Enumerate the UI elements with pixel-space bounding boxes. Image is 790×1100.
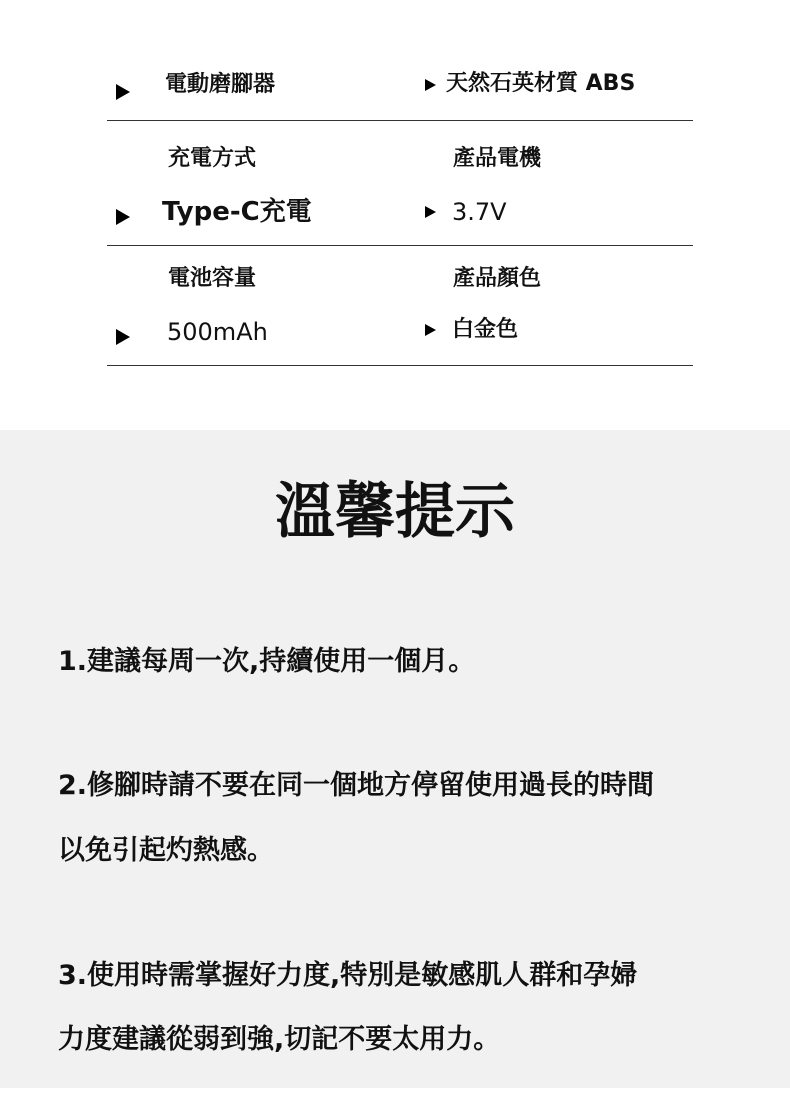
tip-2-line-2: 以免引起灼熱感。 <box>58 835 274 866</box>
tips-title: 溫馨提示 <box>275 477 515 547</box>
arrow-right-icon <box>116 84 130 100</box>
divider <box>107 120 693 121</box>
motor-label: 產品電機 <box>453 146 542 171</box>
material-value: 天然石英材質 ABS <box>446 71 636 96</box>
battery-value: 500mAh <box>167 318 268 346</box>
tips-section <box>0 430 790 1088</box>
arrow-right-icon <box>116 209 130 225</box>
arrow-right-icon <box>116 329 130 345</box>
charging-value: Type-C充電 <box>162 197 312 227</box>
tip-3-line-1: 3.使用時需掌握好力度,特別是敏感肌人群和孕婦 <box>58 960 638 991</box>
tip-3-line-2: 力度建議從弱到強,切記不要太用力。 <box>58 1024 501 1055</box>
color-label: 產品顏色 <box>453 266 542 291</box>
spec-section <box>0 0 790 430</box>
arrow-right-icon <box>425 79 436 91</box>
divider <box>107 245 693 246</box>
motor-value: 3.7V <box>452 198 507 226</box>
tip-1-line-1: 1.建議每周一次,持續使用一個月。 <box>58 646 476 677</box>
charging-label: 充電方式 <box>168 146 257 171</box>
color-value: 白金色 <box>452 317 519 342</box>
product-name: 電動磨腳器 <box>165 72 276 97</box>
divider <box>107 365 693 366</box>
battery-label: 電池容量 <box>168 266 257 291</box>
arrow-right-icon <box>425 206 436 218</box>
arrow-right-icon <box>425 324 436 336</box>
tip-2-line-1: 2.修腳時請不要在同一個地方停留使用過長的時間 <box>58 770 655 801</box>
